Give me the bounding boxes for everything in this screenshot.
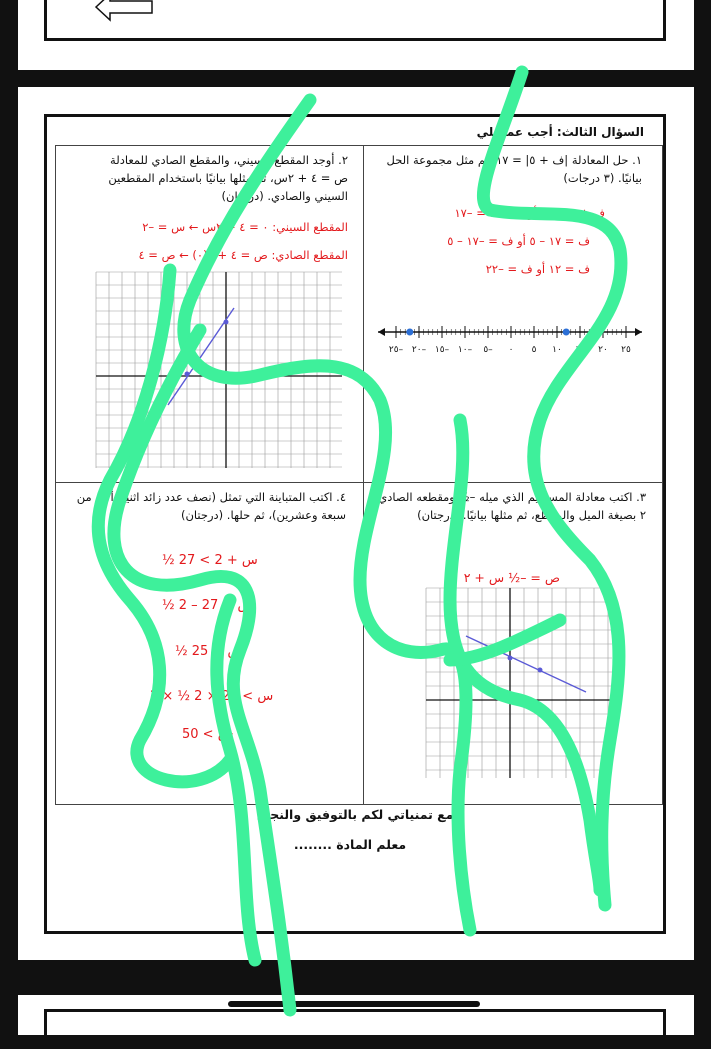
q4-text: ٤. اكتب المتباينة التي تمثل (نصف عدد زائد اثنين أكبر من سبعة وعشرين)، ثم حلها. (درجتان) [76,490,346,522]
tick-label: ٥ [531,345,537,355]
q3-answer: ص = –½ س + ٢ [463,570,560,585]
q2-x-intercept: المقطع السيني: ٠ = ٤ + ٢س ← س = –٢ [142,220,348,234]
teacher-signature: معلم المادة ........ [293,837,407,852]
tick-label: ٠ [508,345,514,355]
tick-label: ١٥– [434,345,450,355]
q1-step-2: ف = ١٧ – ٥ أو ف = –١٧ – ٥ [447,234,590,248]
q1-text: ١. حل المعادلة |ف + ٥| = ١٧، ثم مثل مجموعة الحل بيانيًا. (٣ درجات) [386,153,642,185]
q3-text: ٣. اكتب معادلة المستقيم الذي ميله –½ ومقطعه الصادي ٢ بصيغة الميل والمقطع، ثم مثلها بيانيًا. (درجتان) [378,490,646,522]
closing-text: مع تمنياتي لكم بالتوفيق والنجاح [256,807,454,822]
tick-label: ١٥ [575,345,585,355]
tick-label: ٢٥– [388,345,404,355]
q4-step-3: ½ س > 25 [175,644,244,659]
tick-label: ٢٠– [411,345,427,355]
q4-step-4: 2 × ½ س > 25 × 2 [150,689,274,704]
q4-step-1: ½ س + 2 > 27 [162,553,258,568]
tick-label: ٥– [483,345,493,355]
q4-step-2: ½ س > 27 – 2 [162,598,254,613]
section-title: السؤال الثالث: أجب عما يلي [476,125,644,139]
tick-label: ١٠ [552,345,562,355]
q1-step-3: ف = ١٢ أو ف = –٢٢ [485,262,590,276]
q4-step-5: س > 50 [182,727,234,742]
tick-label: ٢٠ [598,345,608,355]
q1-step-1: ف + ٥ = ١٧ أو ف + ٥ = –١٧ [454,206,605,220]
tick-label: ١٠– [457,345,473,355]
q2-text: ٢. أوجد المقطع السيني، والمقطع الصادي للمعادلة ص = ٤ + ٢س، ثم مثلها بيانيًا باستخدام المقطعين السيني والصادي. (درجتان) [108,153,348,203]
q2-y-intercept: المقطع الصادي: ص = ٤ + ٢(٠) ← ص = ٤ [138,248,348,262]
tick-label: ٢٥ [621,345,631,355]
